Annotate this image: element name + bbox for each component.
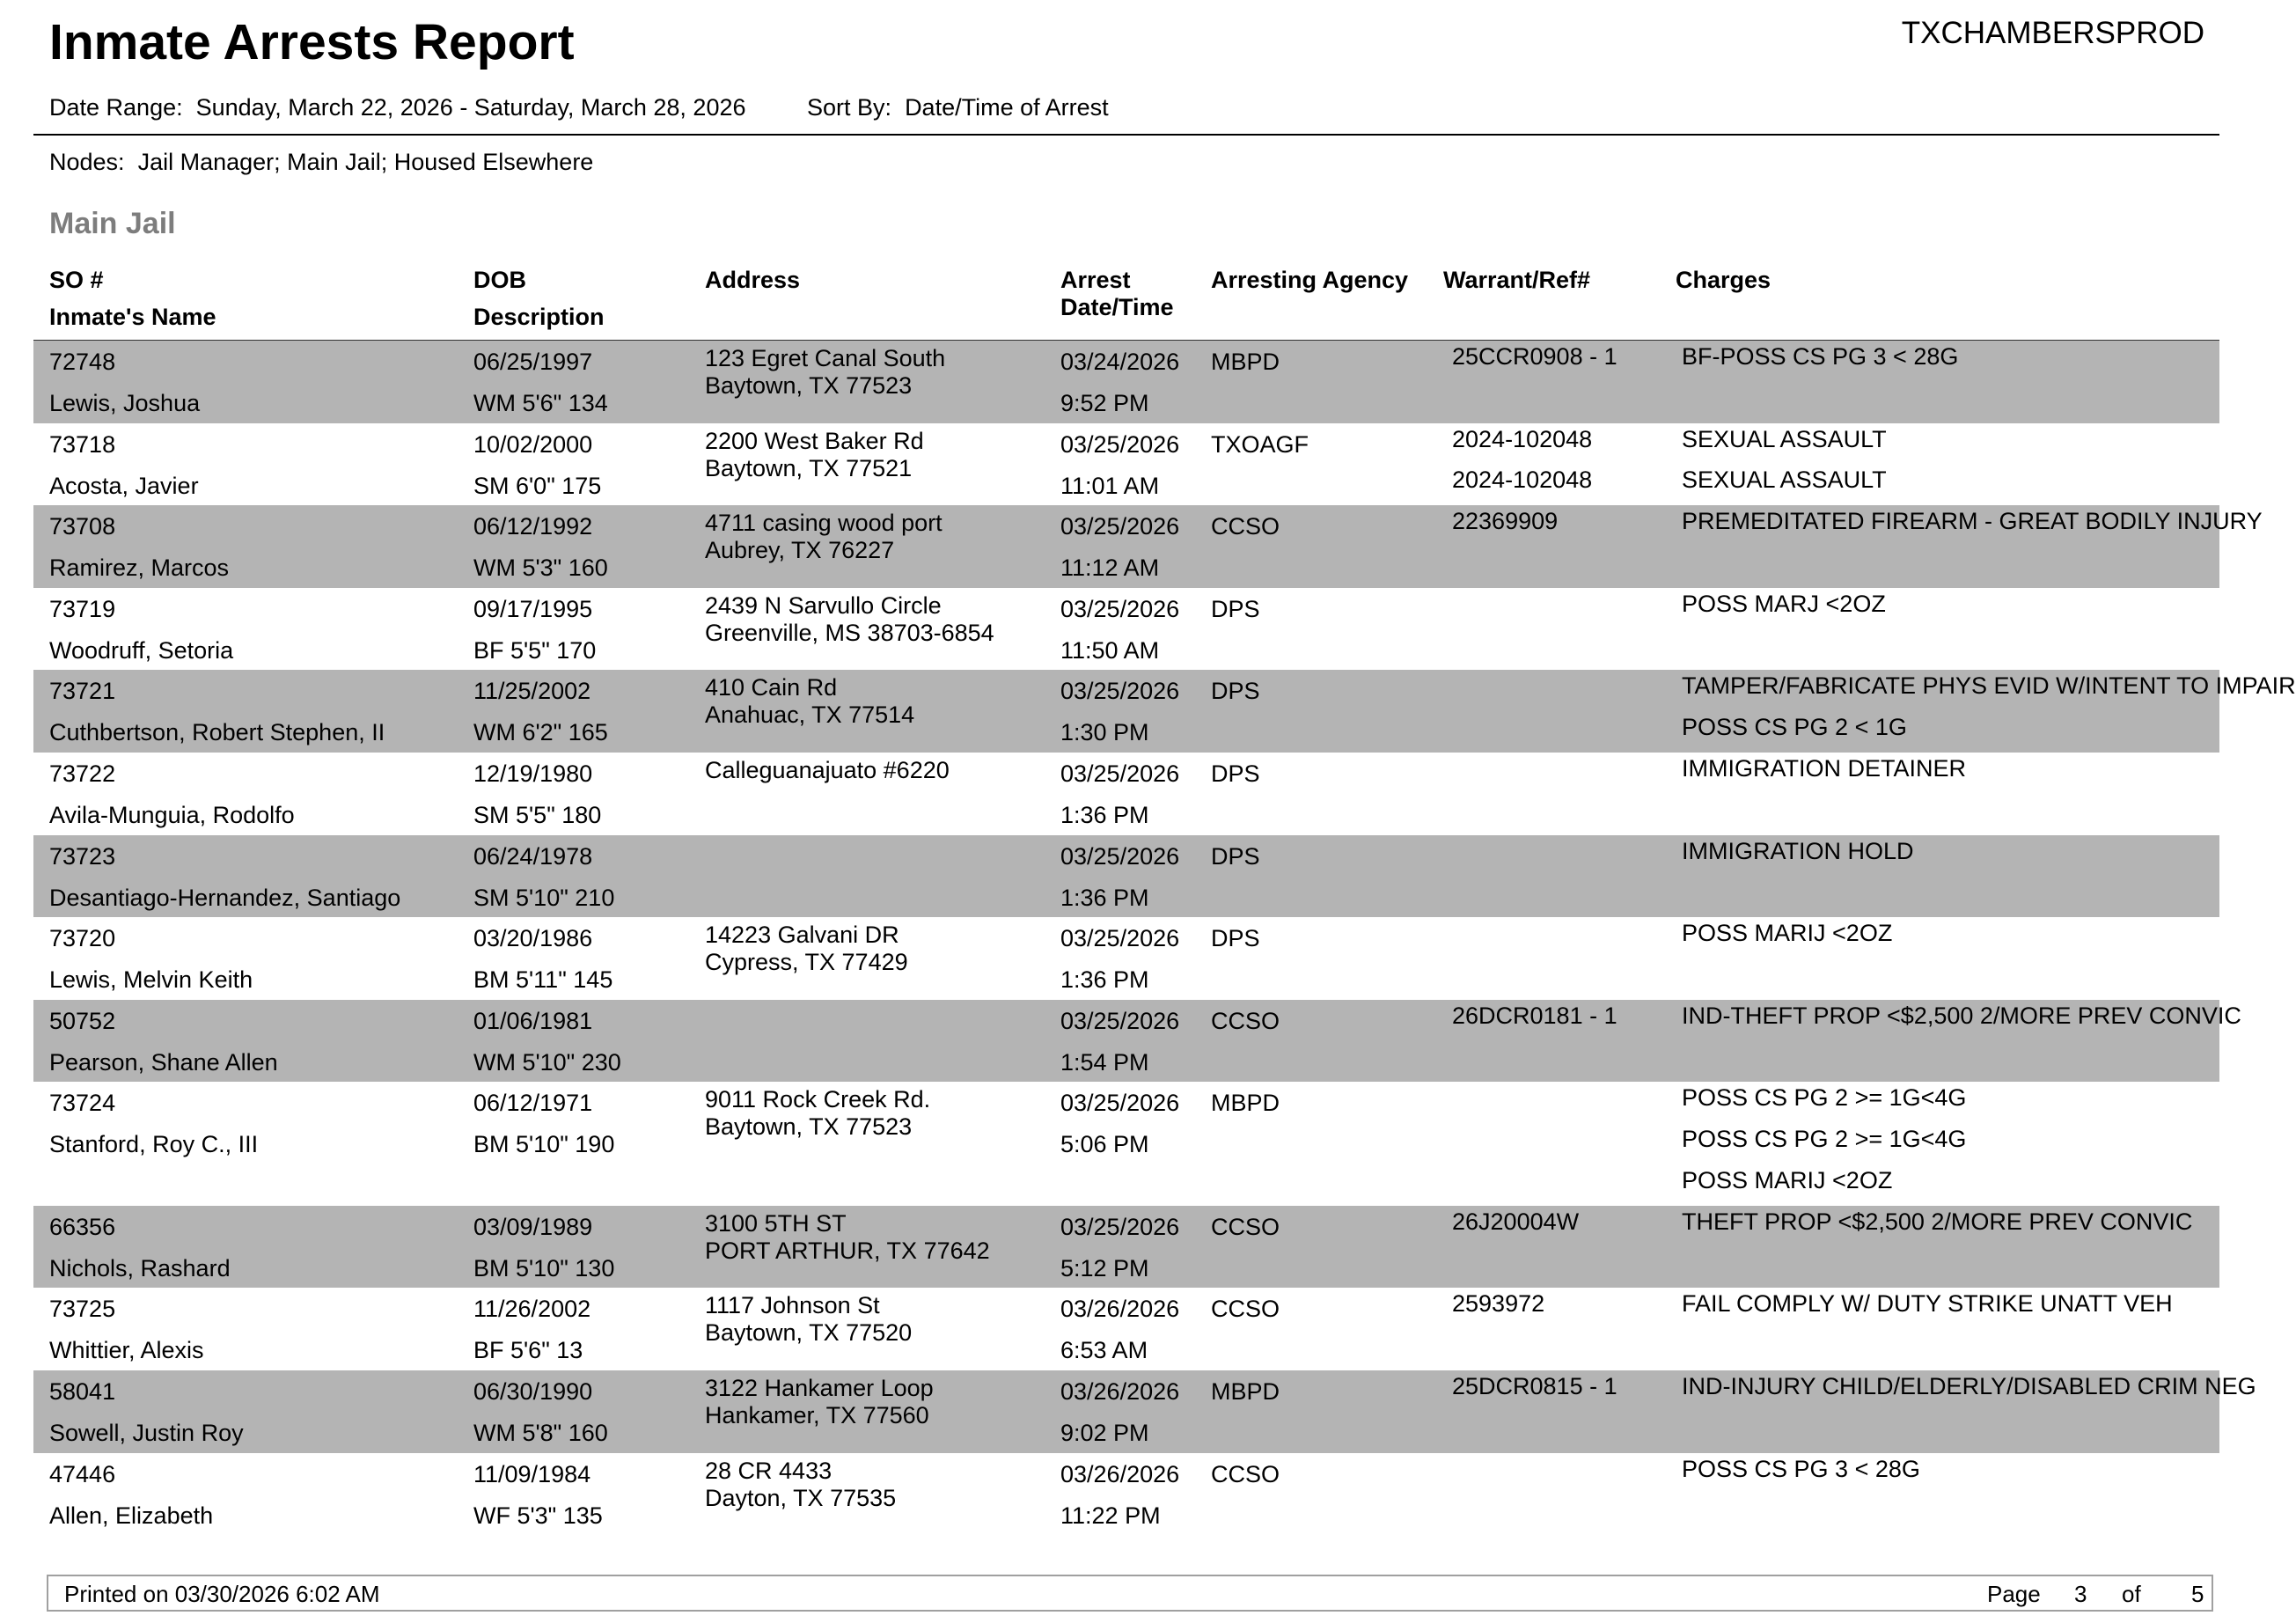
description: BF 5'5" 170 [473,636,597,664]
address-line-2: Baytown, TX 77523 [705,372,913,399]
charge: POSS MARJ <2OZ [1682,590,1886,617]
sort-by-value: Date/Time of Arrest [905,94,1109,121]
charge: POSS CS PG 2 >= 1G<4G [1682,1126,1967,1153]
charge: IMMIGRATION HOLD [1682,837,1914,864]
arresting-agency: MBPD [1211,349,1280,375]
arrest-date: 03/25/2026 [1060,1007,1180,1034]
inmate-name: Acosta, Javier [49,472,199,499]
table-row [33,423,2219,506]
inmate-name: Avila-Munguia, Rodolfo [49,801,295,828]
charge: POSS MARIJ <2OZ [1682,920,1893,947]
warrant-list [1452,341,1672,382]
inmate-name: Pearson, Shane Allen [49,1048,278,1076]
address-line-1: 3100 5TH ST [705,1209,847,1237]
so-number: 73720 [49,925,116,952]
arresting-agency: CCSO [1211,513,1280,540]
description: BM 5'10" 130 [473,1254,615,1282]
arrest-time: 1:30 PM [1060,719,1149,746]
nodes-value: Jail Manager; Main Jail; Housed Elsewhere [137,149,594,175]
description: WM 5'6" 134 [473,390,608,416]
arrests-table [33,341,2296,1535]
column-header-description: Description [473,304,605,330]
charge: IMMIGRATION DETAINER [1682,754,1966,782]
description: BF 5'6" 13 [473,1337,583,1364]
so-number: 73721 [49,678,116,705]
charge: IND-THEFT PROP <$2,500 2/MORE PREV CONVIC [1682,1002,2241,1029]
warrant-number: 25DCR0815 - 1 [1452,1372,1617,1399]
column-header-name: Inmate's Name [49,304,216,330]
arrest-date: 03/25/2026 [1060,678,1180,705]
charge: TAMPER/FABRICATE PHYS EVID W/INTENT TO IMPAIR [1682,672,2296,700]
inmate-name: Ramirez, Marcos [49,554,230,582]
arrest-time: 11:22 PM [1060,1502,1161,1529]
arrest-time: 5:12 PM [1060,1254,1149,1282]
arresting-agency: CCSO [1211,1296,1280,1323]
address-line-1: 2200 West Baker Rd [705,427,924,454]
charge: POSS CS PG 2 >= 1G<4G [1682,1084,1967,1112]
arresting-agency: DPS [1211,842,1260,870]
address-line-1: Calleguanajuato #6220 [705,756,950,783]
dob: 06/30/1990 [473,1377,593,1405]
dob: 11/25/2002 [473,678,591,705]
column-header-arrest: Arrest [1060,267,1131,293]
warrant-number: 2593972 [1452,1290,1545,1318]
page-number: 3 [2074,1581,2087,1607]
arrest-time: 1:36 PM [1060,966,1149,994]
description: BM 5'11" 145 [473,966,613,994]
dob: 06/24/1978 [473,842,593,870]
inmate-name: Nichols, Rashard [49,1254,231,1282]
address-line-1: 3122 Hankamer Loop [705,1374,934,1401]
warrant-number: 2024-102048 [1452,466,1593,494]
arresting-agency: CCSO [1211,1007,1280,1034]
so-number: 50752 [49,1007,116,1034]
charge-list [1682,835,2219,877]
address-line-1: 123 Egret Canal South [705,345,946,371]
arrest-time: 11:50 AM [1060,636,1160,664]
report-title: Inmate Arrests Report [49,14,575,70]
column-header-warrant: Warrant/Ref# [1443,267,1591,293]
so-number: 47446 [49,1460,116,1487]
warrant-number: 22369909 [1452,508,1559,535]
charge: FAIL COMPLY W/ DUTY STRIKE UNATT VEH [1682,1290,2173,1318]
charge-list [1682,670,2296,753]
address-line-2: Baytown, TX 77521 [705,454,913,481]
so-number: 73722 [49,760,116,787]
page-of-label: of [2122,1581,2141,1607]
charge-list [1682,917,2219,958]
column-header-charges: Charges [1676,267,1772,293]
table-row [33,1288,2219,1370]
address-line-2: PORT ARTHUR, TX 77642 [705,1237,990,1264]
charge-list [1682,753,2219,794]
table-row [33,753,2219,835]
address-line-1: 1117 Johnson St [705,1292,880,1319]
dob: 12/19/1980 [473,760,593,787]
arrest-date: 03/26/2026 [1060,1460,1180,1487]
description: SM 6'0" 175 [473,472,602,499]
table-row [33,1206,2219,1289]
warrant-number: 25CCR0908 - 1 [1452,343,1617,370]
arrest-time: 1:54 PM [1060,1048,1149,1076]
dob: 10/02/2000 [473,430,593,458]
arresting-agency: TXOAGF [1211,430,1309,458]
charge-list [1682,505,2263,547]
table-row [33,588,2219,671]
arrest-date: 03/26/2026 [1060,1377,1180,1405]
arrest-date: 03/25/2026 [1060,430,1180,458]
address-line-1: 14223 Galvani DR [705,922,899,949]
address-line-2: Anahuac, TX 77514 [705,701,915,729]
arrest-date: 03/25/2026 [1060,760,1180,787]
arrest-time: 1:36 PM [1060,884,1149,911]
arrest-date: 03/25/2026 [1060,513,1180,540]
warrant-number: 26J20004W [1452,1208,1580,1235]
arrest-time: 9:02 PM [1060,1419,1149,1446]
so-number: 73724 [49,1090,116,1117]
charge: SEXUAL ASSAULT [1682,466,1887,494]
so-number: 73708 [49,513,116,540]
so-number: 73718 [49,430,116,458]
dob: 06/25/1997 [473,349,593,375]
column-header-datetime: Date/Time [1060,294,1174,320]
table-row [33,1453,2219,1536]
charge: THEFT PROP <$2,500 2/MORE PREV CONVIC [1682,1208,2193,1235]
report-parameters [49,92,1109,123]
inmate-name: Whittier, Alexis [49,1337,204,1364]
charge: POSS MARIJ <2OZ [1682,1166,1893,1193]
so-number: 66356 [49,1213,116,1240]
arrest-time: 11:12 AM [1060,554,1160,582]
inmate-name: Woodruff, Setoria [49,636,234,664]
page-footer [47,1575,2213,1612]
date-range-value: Sunday, March 22, 2026 - Saturday, March 28, 2026 [195,94,746,121]
sort-by-label: Sort By: [807,94,892,121]
page-total: 5 [2191,1581,2204,1607]
arresting-agency: CCSO [1211,1460,1280,1487]
arresting-agency: DPS [1211,595,1260,622]
arresting-agency: DPS [1211,925,1260,952]
arrest-time: 6:53 AM [1060,1337,1148,1364]
charge: IND-INJURY CHILD/ELDERLY/DISABLED CRIM NEG [1682,1372,2256,1399]
description: WF 5'3" 135 [473,1502,603,1529]
header-divider [33,134,2219,136]
charge: BF-POSS CS PG 3 < 28G [1682,343,1959,370]
dob: 03/09/1989 [473,1213,593,1240]
dob: 01/06/1981 [473,1007,593,1034]
description: SM 5'5" 180 [473,801,602,828]
address-line-1: 4711 casing wood port [705,510,943,537]
section-title: Main Jail [49,207,176,240]
dob: 06/12/1971 [473,1090,593,1117]
address-line-2: Hankamer, TX 77560 [705,1401,929,1428]
so-number: 72748 [49,349,116,375]
table-row [33,505,2263,588]
so-number: 73723 [49,842,116,870]
warrant-list [1452,1000,1672,1041]
so-number: 58041 [49,1377,116,1405]
warrant-list [1452,1206,1672,1247]
arrest-date: 03/25/2026 [1060,925,1180,952]
inmate-name: Allen, Elizabeth [49,1502,214,1529]
warrant-list [1452,505,1672,547]
arresting-agency: DPS [1211,760,1260,787]
address-line-2: Aubrey, TX 76227 [705,537,895,564]
arresting-agency: CCSO [1211,1213,1280,1240]
arrest-time: 5:06 PM [1060,1131,1149,1158]
description: SM 5'10" 210 [473,884,615,911]
charge-list [1682,1000,2241,1041]
charge: POSS CS PG 3 < 28G [1682,1455,1920,1482]
column-header-address: Address [705,267,801,293]
dob: 11/26/2002 [473,1296,591,1323]
table-row [33,917,2219,1000]
description: BM 5'10" 190 [473,1131,615,1158]
column-header-so: SO # [49,267,104,293]
address-line-1: 9011 Rock Creek Rd. [705,1086,931,1113]
printed-timestamp: Printed on 03/30/2026 6:02 AM [64,1581,380,1607]
warrant-list [1452,423,1672,506]
table-row [33,835,2219,918]
address-line-2: Baytown, TX 77523 [705,1113,913,1141]
arrest-date: 03/26/2026 [1060,1296,1180,1323]
description: WM 5'8" 160 [473,1419,608,1446]
charge-list [1682,1453,2219,1494]
column-header-dob: DOB [473,267,526,293]
arresting-agency: DPS [1211,678,1260,705]
table-row [33,1082,2219,1205]
charge-list [1682,1370,2256,1412]
address-line-1: 410 Cain Rd [705,674,838,701]
arrest-date: 03/25/2026 [1060,842,1180,870]
arrest-time: 11:01 AM [1060,472,1160,499]
charge: POSS CS PG 2 < 1G [1682,714,1907,741]
inmate-name: Sowell, Justin Roy [49,1419,244,1446]
charge-list [1682,423,2219,506]
arrest-date: 03/25/2026 [1060,1090,1180,1117]
arrest-date: 03/25/2026 [1060,595,1180,622]
table-row [33,1370,2256,1453]
inmate-name: Stanford, Roy C., III [49,1131,259,1158]
address-line-2: Dayton, TX 77535 [705,1484,897,1511]
dob: 03/20/1986 [473,925,593,952]
date-range-label: Date Range: [49,94,183,121]
warrant-list [1452,1288,1672,1329]
dob: 11/09/1984 [473,1460,591,1487]
inmate-name: Lewis, Melvin Keith [49,966,253,994]
arresting-agency: MBPD [1211,1090,1280,1117]
so-number: 73725 [49,1296,116,1323]
column-header-agency: Arresting Agency [1211,267,1409,293]
charge-list [1682,1082,2219,1205]
charge: PREMEDITATED FIREARM - GREAT BODILY INJURY [1682,508,2263,535]
address-line-1: 28 CR 4433 [705,1457,833,1484]
charge: SEXUAL ASSAULT [1682,425,1887,452]
warrant-number: 2024-102048 [1452,425,1593,452]
dob: 09/17/1995 [473,595,593,622]
warrant-number: 26DCR0181 - 1 [1452,1002,1617,1029]
address-line-2: Cypress, TX 77429 [705,949,908,976]
charge-list [1682,341,2219,382]
arrest-time: 1:36 PM [1060,801,1149,828]
charge-list [1682,1288,2219,1329]
inmate-name: Lewis, Joshua [49,390,201,416]
description: WM 5'3" 160 [473,554,608,582]
description: WM 6'2" 165 [473,719,608,746]
so-number: 73719 [49,595,116,622]
charge-list [1682,1206,2219,1247]
arrest-time: 9:52 PM [1060,390,1149,416]
nodes-line [49,146,593,178]
inmate-name: Desantiago-Hernandez, Santiago [49,884,401,911]
warrant-list [1452,1370,1672,1412]
table-row [33,670,2296,753]
address-line-1: 2439 N Sarvullo Circle [705,591,942,619]
address-line-2: Baytown, TX 77520 [705,1319,913,1347]
table-row [33,1000,2241,1083]
charge-list [1682,588,2219,629]
database-name: TXCHAMBERSPROD [1901,16,2204,50]
arrest-date: 03/25/2026 [1060,1213,1180,1240]
page-label: Page [1987,1581,2041,1607]
nodes-label: Nodes: [49,149,125,175]
arrest-date: 03/24/2026 [1060,349,1180,375]
arresting-agency: MBPD [1211,1377,1280,1405]
description: WM 5'10" 230 [473,1048,621,1076]
address-line-2: Greenville, MS 38703-6854 [705,619,994,646]
inmate-name: Cuthbertson, Robert Stephen, II [49,719,385,746]
dob: 06/12/1992 [473,513,593,540]
table-row [33,341,2219,423]
